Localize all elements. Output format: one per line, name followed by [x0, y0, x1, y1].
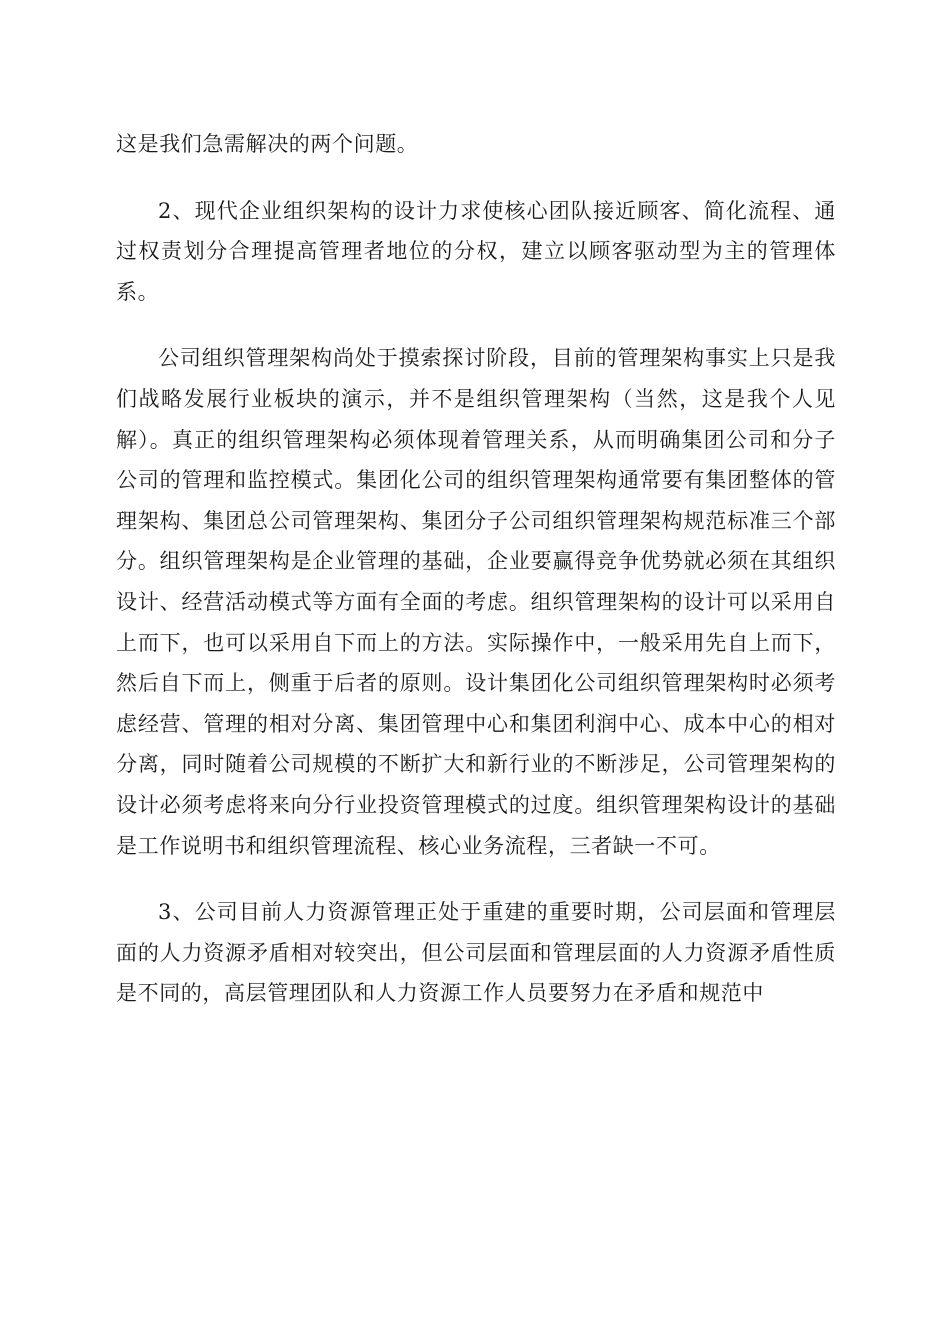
document-body: [116, 124, 836, 1014]
paragraph-3: 公司组织管理架构尚处于摸索探讨阶段，目前的管理架构事实上只是我们战略发展行业板块的演示，并不是组织管理架构（当然，这是我个人见解）。真正的组织管理架构必须体现着管理关系，从而明确集团公司和分子公司的管理和监控模式。集团化公司的组织管理架构通常要有集团整体的管理架构、集团总公司管理架构、集团分子公司组织管理架构规范标准三个部分。组织管理架构是企业管理的基础，企业要赢得竞争优势就必须在其组织设计、经营活动模式等方面有全面的考虑。组织管理架构的设计可以采用自上而下，也可以采用自下而上的方法。实际操作中，一般采用先自上而下，然后自下而上，侧重于后者的原则。设计集团化公司组织管理架构时必须考虑经营、管理的相对分离、集团管理中心和集团利润中心、成本中心的相对分离，同时随着公司规模的不断扩大和新行业的不断涉足，公司管理架构的设计必须考虑将来向分行业投资管理模式的过度。组织管理架构设计的基础是工作说明书和组织管理流程、核心业务流程，三者缺一不可。: [116, 346, 836, 858]
paragraph-1: 这是我们急需解决的两个问题。: [116, 132, 419, 156]
paragraph-2: 2、现代企业组织架构的设计力求使核心团队接近顾客、简化流程、通过权责划分合理提高管理者地位的分权，建立以顾客驱动型为主的管理体系。: [116, 198, 836, 304]
paragraph-4: 3、公司目前人力资源管理正处于重建的重要时期，公司层面和管理层面的人力资源矛盾相对较突出，但公司层面和管理层面的人力资源矛盾性质是不同的，高层管理团队和人力资源工作人员要努力在矛盾和规范中: [116, 900, 836, 1006]
